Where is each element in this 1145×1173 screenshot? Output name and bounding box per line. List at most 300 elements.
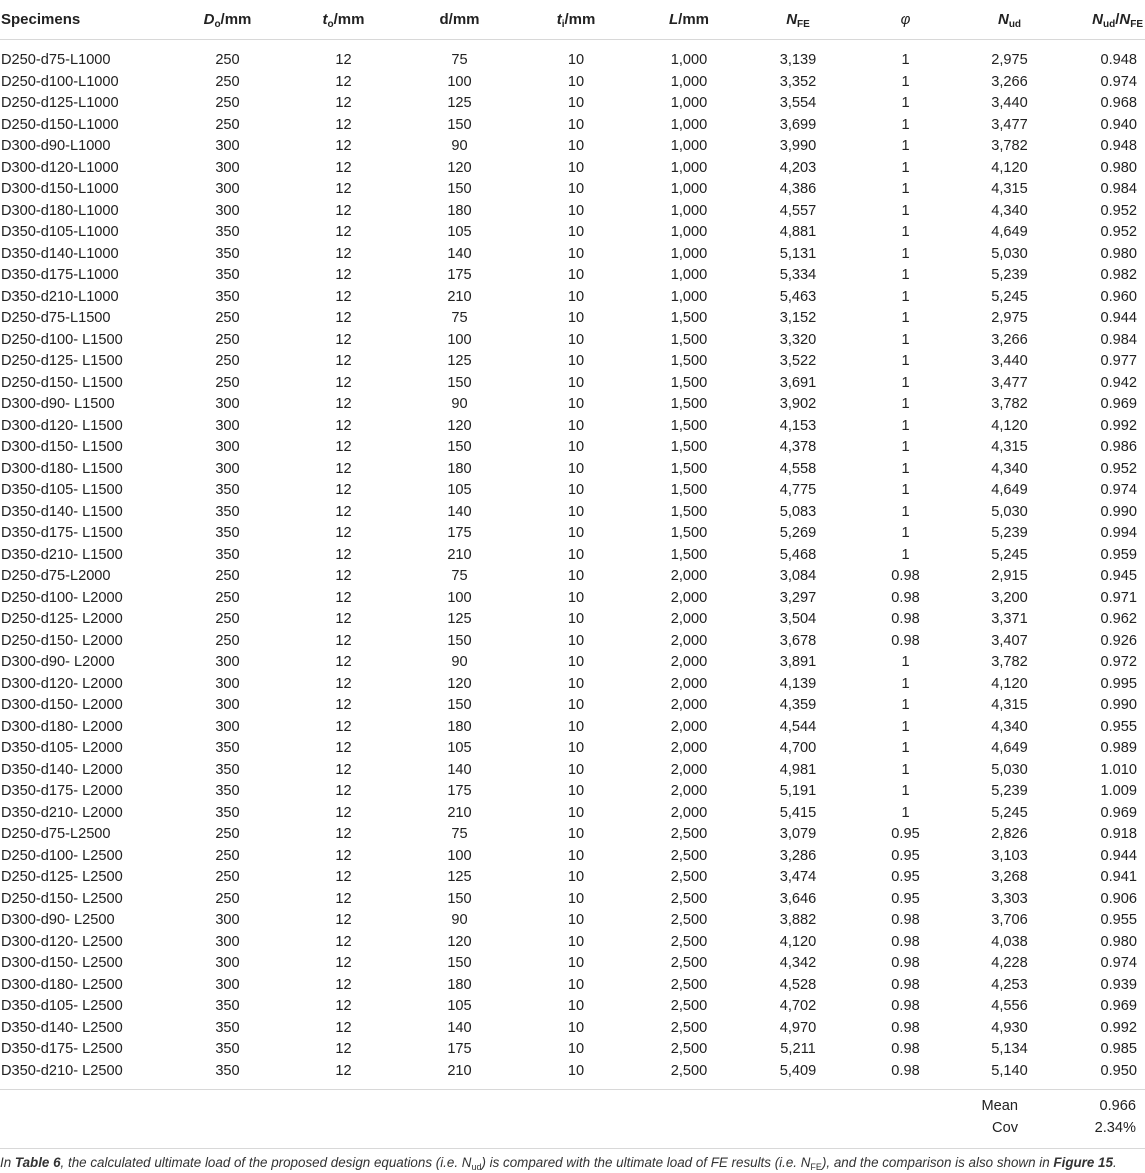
cell-ti: 10 bbox=[567, 159, 585, 176]
cell-specimen: D250-d100- L2000 bbox=[1, 589, 123, 606]
cell-specimen: D300-d150- L2500 bbox=[1, 955, 123, 971]
table-row bbox=[0, 179, 1145, 201]
cell-L: 1,500 bbox=[670, 310, 708, 326]
cell-Nud: 4,315 bbox=[991, 697, 1028, 713]
summary-section bbox=[0, 1089, 1145, 1090]
table-row bbox=[0, 910, 1145, 932]
table-row bbox=[0, 889, 1145, 911]
cell-phi: 1 bbox=[901, 718, 910, 735]
cell-ti: 10 bbox=[567, 761, 585, 778]
table-row bbox=[0, 738, 1145, 760]
cell-phi: 0.98 bbox=[891, 933, 920, 950]
cell-NFE: 3,152 bbox=[779, 310, 817, 326]
cell-Nud: 3,782 bbox=[991, 396, 1028, 412]
cell-d: 140 bbox=[447, 245, 472, 262]
cell-phi: 0.98 bbox=[891, 912, 920, 928]
cell-to: 12 bbox=[335, 439, 352, 455]
cell-Do: 350 bbox=[215, 525, 240, 541]
table-row bbox=[0, 330, 1145, 352]
cell-to: 12 bbox=[335, 654, 352, 670]
cell-ti: 10 bbox=[567, 869, 585, 885]
cell-d: 210 bbox=[447, 1062, 472, 1079]
cell-L: 2,000 bbox=[670, 740, 708, 756]
table-row bbox=[0, 781, 1145, 803]
cell-phi: 1 bbox=[901, 159, 910, 176]
cell-NFE: 4,386 bbox=[779, 181, 817, 197]
cell-Do: 250 bbox=[215, 568, 240, 584]
cell-to: 12 bbox=[335, 417, 352, 434]
cell-ratio: 0.944 bbox=[1100, 310, 1137, 326]
cell-specimen: D300-d120- L2500 bbox=[1, 933, 123, 950]
cell-d: 150 bbox=[447, 955, 472, 971]
header-specimens: Specimens bbox=[0, 0, 170, 40]
cell-d: 125 bbox=[447, 611, 472, 627]
table-ref-link[interactable]: Table 6 bbox=[14, 1155, 61, 1170]
cell-NFE: 3,891 bbox=[779, 654, 817, 670]
cell-specimen: D250-d100- L2500 bbox=[1, 847, 123, 864]
cell-ratio: 0.906 bbox=[1100, 890, 1137, 907]
cell-NFE: 3,286 bbox=[779, 847, 817, 864]
cell-L: 2,500 bbox=[670, 933, 708, 950]
cell-ti: 10 bbox=[567, 482, 585, 498]
cell-d: 75 bbox=[451, 52, 468, 68]
cell-specimen: D250-d125- L2000 bbox=[1, 611, 123, 627]
cell-NFE: 3,522 bbox=[779, 353, 817, 369]
cell-Nud: 4,315 bbox=[991, 181, 1028, 197]
cell-Nud: 3,782 bbox=[991, 138, 1028, 154]
cell-phi: 1 bbox=[901, 310, 910, 326]
cell-NFE: 4,153 bbox=[779, 417, 817, 434]
cell-L: 2,000 bbox=[670, 783, 708, 799]
cell-ti: 10 bbox=[567, 955, 585, 971]
cell-phi: 0.98 bbox=[891, 955, 920, 971]
cell-ti: 10 bbox=[567, 417, 585, 434]
cell-Do: 250 bbox=[215, 95, 240, 111]
cell-NFE: 3,691 bbox=[779, 374, 817, 391]
cell-d: 180 bbox=[447, 976, 472, 993]
cell-phi: 1 bbox=[901, 288, 910, 305]
cell-d: 90 bbox=[451, 654, 468, 670]
cell-to: 12 bbox=[335, 525, 352, 541]
cell-Do: 250 bbox=[215, 826, 240, 842]
cell-specimen: D350-d175- L2000 bbox=[1, 783, 123, 799]
cell-Do: 300 bbox=[215, 181, 240, 197]
cell-to: 12 bbox=[335, 675, 352, 692]
cell-L: 2,500 bbox=[670, 869, 708, 885]
table-row bbox=[0, 953, 1145, 975]
table-row bbox=[0, 502, 1145, 524]
cell-Do: 350 bbox=[215, 224, 240, 240]
cell-L: 1,500 bbox=[670, 525, 708, 541]
table-row bbox=[0, 1018, 1145, 1040]
cell-specimen: D350-d140- L2500 bbox=[1, 1019, 123, 1036]
cell-NFE: 3,352 bbox=[779, 73, 817, 90]
cell-phi: 1 bbox=[901, 546, 910, 563]
cell-NFE: 3,554 bbox=[779, 95, 817, 111]
cell-Nud: 2,975 bbox=[991, 310, 1028, 326]
cell-ratio: 0.948 bbox=[1100, 52, 1137, 68]
cell-d: 180 bbox=[447, 460, 472, 477]
cell-phi: 0.98 bbox=[891, 976, 920, 993]
cell-L: 1,500 bbox=[670, 353, 708, 369]
cell-L: 1,000 bbox=[670, 224, 708, 240]
cell-ratio: 0.982 bbox=[1100, 267, 1137, 283]
cell-Do: 300 bbox=[215, 202, 240, 219]
cell-L: 1,500 bbox=[670, 439, 708, 455]
cell-to: 12 bbox=[335, 804, 352, 821]
cell-L: 2,500 bbox=[670, 955, 708, 971]
cell-d: 140 bbox=[447, 503, 472, 520]
cell-Nud: 5,239 bbox=[991, 783, 1028, 799]
table-row bbox=[0, 72, 1145, 94]
cell-Nud: 5,030 bbox=[991, 503, 1028, 520]
cell-phi: 0.95 bbox=[891, 890, 920, 907]
cell-Do: 250 bbox=[215, 116, 240, 133]
cell-ratio: 0.977 bbox=[1100, 353, 1137, 369]
cell-Nud: 4,649 bbox=[991, 224, 1028, 240]
cell-L: 2,500 bbox=[670, 1019, 708, 1036]
cell-specimen: D300-d150- L2000 bbox=[1, 697, 123, 713]
cell-NFE: 4,544 bbox=[779, 718, 817, 735]
cell-ratio: 1.010 bbox=[1100, 761, 1137, 778]
cell-ti: 10 bbox=[567, 804, 585, 821]
cell-ratio: 0.972 bbox=[1100, 654, 1137, 670]
cell-specimen: D350-d210-L1000 bbox=[1, 288, 119, 305]
cell-d: 100 bbox=[447, 73, 472, 90]
table-row bbox=[0, 803, 1145, 825]
cell-to: 12 bbox=[335, 245, 352, 262]
cell-Nud: 3,407 bbox=[991, 632, 1028, 649]
cell-L: 1,000 bbox=[670, 116, 708, 133]
cell-specimen: D350-d105- L2000 bbox=[1, 740, 123, 756]
cell-d: 180 bbox=[447, 202, 472, 219]
cell-ratio: 0.969 bbox=[1100, 396, 1137, 412]
cell-NFE: 5,468 bbox=[779, 546, 817, 563]
cell-to: 12 bbox=[335, 482, 352, 498]
table-row bbox=[0, 652, 1145, 674]
cell-Nud: 5,134 bbox=[991, 1041, 1028, 1057]
cell-d: 100 bbox=[447, 847, 472, 864]
cell-ratio: 0.992 bbox=[1100, 417, 1137, 434]
cell-L: 1,000 bbox=[670, 202, 708, 219]
cell-NFE: 4,775 bbox=[779, 482, 817, 498]
table-row bbox=[0, 996, 1145, 1018]
header-ratio: $N_{ud}/N_{FE}$ bbox=[1061, 0, 1145, 40]
cov-label: Cov bbox=[992, 1120, 1018, 1136]
table-row bbox=[0, 265, 1145, 287]
cell-NFE: 4,139 bbox=[779, 675, 817, 692]
header-ti: $t_i/mm$ bbox=[517, 0, 635, 40]
table-body bbox=[0, 40, 1145, 1083]
cell-NFE: 4,700 bbox=[779, 740, 817, 756]
cell-ti: 10 bbox=[567, 525, 585, 541]
cell-L: 1,000 bbox=[670, 159, 708, 176]
cell-ti: 10 bbox=[567, 697, 585, 713]
cell-Do: 350 bbox=[215, 1062, 240, 1079]
cell-L: 1,000 bbox=[670, 181, 708, 197]
cell-d: 175 bbox=[447, 267, 472, 283]
cell-ratio: 0.952 bbox=[1100, 224, 1137, 240]
cell-to: 12 bbox=[335, 181, 352, 197]
cell-ti: 10 bbox=[567, 632, 585, 649]
cell-phi: 1 bbox=[901, 73, 910, 90]
cell-specimen: D300-d120- L1500 bbox=[1, 417, 123, 434]
cell-NFE: 3,678 bbox=[779, 632, 817, 649]
cell-specimen: D250-d150- L1500 bbox=[1, 374, 123, 391]
cell-d: 90 bbox=[451, 396, 468, 412]
table-row bbox=[0, 760, 1145, 782]
cell-ratio: 0.974 bbox=[1100, 73, 1137, 90]
cell-Nud: 3,477 bbox=[991, 374, 1028, 391]
cell-ti: 10 bbox=[567, 718, 585, 735]
table-row bbox=[0, 1039, 1145, 1061]
cell-d: 120 bbox=[447, 933, 472, 950]
cell-Do: 300 bbox=[215, 460, 240, 477]
cell-ti: 10 bbox=[567, 181, 585, 197]
cell-Do: 300 bbox=[215, 697, 240, 713]
table-row bbox=[0, 674, 1145, 696]
table-row bbox=[0, 588, 1145, 610]
cell-ratio: 0.984 bbox=[1100, 181, 1137, 197]
cell-NFE: 5,131 bbox=[779, 245, 817, 262]
cell-phi: 0.98 bbox=[891, 1019, 920, 1036]
cell-ratio: 0.984 bbox=[1100, 331, 1137, 348]
cell-ti: 10 bbox=[567, 95, 585, 111]
table-caption: In Table 6, the calculated ultimate load of the proposed design equations (i.e. $N_{ud}$) is compared with the ultimate load of FE results (i.e. $N_{FE}$), and the comparison is also shown in Figure 15. bbox=[0, 1148, 1145, 1170]
cell-specimen: D250-d75-L1500 bbox=[1, 310, 111, 326]
cell-ti: 10 bbox=[567, 546, 585, 563]
cell-ti: 10 bbox=[567, 933, 585, 950]
cell-ti: 10 bbox=[567, 654, 585, 670]
cell-to: 12 bbox=[335, 589, 352, 606]
cell-specimen: D300-d90- L2500 bbox=[1, 912, 115, 928]
cell-phi: 1 bbox=[901, 503, 910, 520]
cell-phi: 1 bbox=[901, 675, 910, 692]
cell-to: 12 bbox=[335, 740, 352, 756]
cell-ti: 10 bbox=[567, 374, 585, 391]
cell-phi: 1 bbox=[901, 374, 910, 391]
cell-specimen: D300-d180- L2500 bbox=[1, 976, 123, 993]
cell-d: 100 bbox=[447, 331, 472, 348]
cell-d: 140 bbox=[447, 761, 472, 778]
cell-L: 2,000 bbox=[670, 611, 708, 627]
cell-ti: 10 bbox=[567, 224, 585, 240]
cell-ratio: 0.940 bbox=[1100, 116, 1137, 133]
cell-ratio: 0.992 bbox=[1100, 1019, 1137, 1036]
cell-d: 150 bbox=[447, 890, 472, 907]
cell-L: 2,500 bbox=[670, 976, 708, 993]
cell-Do: 300 bbox=[215, 675, 240, 692]
cell-Nud: 5,030 bbox=[991, 761, 1028, 778]
cell-phi: 1 bbox=[901, 95, 910, 111]
cell-ti: 10 bbox=[567, 439, 585, 455]
cell-ratio: 0.968 bbox=[1100, 95, 1137, 111]
cell-to: 12 bbox=[335, 460, 352, 477]
cell-NFE: 4,557 bbox=[779, 202, 817, 219]
cell-to: 12 bbox=[335, 224, 352, 240]
cell-Nud: 5,245 bbox=[991, 804, 1028, 821]
cell-NFE: 4,203 bbox=[779, 159, 817, 176]
cell-specimen: D250-d75-L2000 bbox=[1, 568, 111, 584]
cell-Nud: 3,200 bbox=[991, 589, 1028, 606]
cell-to: 12 bbox=[335, 288, 352, 305]
cell-phi: 0.98 bbox=[891, 1062, 920, 1079]
table-row bbox=[0, 40, 1145, 72]
cell-Nud: 5,245 bbox=[991, 288, 1028, 305]
table-row bbox=[0, 158, 1145, 180]
cell-ti: 10 bbox=[567, 202, 585, 219]
figure-ref-link[interactable]: Figure 15 bbox=[1053, 1155, 1113, 1170]
cell-ti: 10 bbox=[567, 396, 585, 412]
table-row bbox=[0, 566, 1145, 588]
cell-specimen: D250-d75-L2500 bbox=[1, 826, 111, 842]
cell-NFE: 5,269 bbox=[779, 525, 817, 541]
cell-ratio: 0.969 bbox=[1100, 998, 1137, 1014]
cell-d: 150 bbox=[447, 374, 472, 391]
cell-ti: 10 bbox=[567, 589, 585, 606]
cell-ratio: 0.926 bbox=[1100, 632, 1137, 649]
cell-Nud: 4,228 bbox=[991, 955, 1028, 971]
cell-d: 75 bbox=[451, 568, 468, 584]
cell-ratio: 0.960 bbox=[1100, 288, 1137, 305]
cell-specimen: D350-d175- L1500 bbox=[1, 525, 123, 541]
cell-phi: 0.98 bbox=[891, 589, 920, 606]
table-row bbox=[0, 416, 1145, 438]
cell-NFE: 4,120 bbox=[779, 933, 817, 950]
cell-NFE: 5,211 bbox=[780, 1041, 816, 1057]
cell-ratio: 0.990 bbox=[1100, 503, 1137, 520]
cell-phi: 0.98 bbox=[891, 611, 920, 627]
cell-ratio: 0.971 bbox=[1100, 589, 1137, 606]
table-row bbox=[0, 93, 1145, 115]
cell-to: 12 bbox=[335, 1041, 352, 1057]
table-row bbox=[0, 308, 1145, 330]
cell-to: 12 bbox=[335, 138, 352, 154]
cell-d: 150 bbox=[447, 116, 472, 133]
cell-to: 12 bbox=[335, 847, 352, 864]
cell-Nud: 4,340 bbox=[991, 718, 1028, 735]
cell-Do: 300 bbox=[215, 417, 240, 434]
cell-Do: 350 bbox=[215, 482, 240, 498]
header-Do: $D_o/mm$ bbox=[170, 0, 285, 40]
cell-phi: 1 bbox=[901, 52, 910, 68]
cell-specimen: D350-d140-L1000 bbox=[1, 245, 119, 262]
cell-phi: 1 bbox=[901, 181, 910, 197]
cell-NFE: 5,463 bbox=[779, 288, 817, 305]
cell-d: 120 bbox=[447, 417, 472, 434]
cell-to: 12 bbox=[335, 611, 352, 627]
cell-specimen: D250-d125- L2500 bbox=[1, 869, 123, 885]
cell-phi: 0.98 bbox=[891, 1041, 920, 1057]
cell-specimen: D300-d180- L2000 bbox=[1, 718, 123, 735]
cell-ti: 10 bbox=[567, 460, 585, 477]
cell-Nud: 4,315 bbox=[991, 439, 1028, 455]
cell-phi: 1 bbox=[901, 482, 910, 498]
cell-specimen: D300-d90- L1500 bbox=[1, 396, 115, 412]
cell-phi: 0.98 bbox=[891, 568, 920, 584]
cell-L: 1,500 bbox=[670, 417, 708, 434]
cell-to: 12 bbox=[335, 568, 352, 584]
cell-ratio: 0.941 bbox=[1100, 869, 1137, 885]
cell-L: 1,000 bbox=[670, 245, 708, 262]
cell-d: 120 bbox=[447, 675, 472, 692]
cell-Nud: 3,706 bbox=[991, 912, 1028, 928]
cell-NFE: 3,139 bbox=[779, 52, 817, 68]
cell-Nud: 3,103 bbox=[991, 847, 1028, 864]
cell-to: 12 bbox=[335, 52, 352, 68]
cell-Do: 250 bbox=[215, 589, 240, 606]
header-d: d/mm bbox=[402, 0, 517, 40]
cell-ratio: 0.959 bbox=[1100, 546, 1137, 563]
cell-d: 105 bbox=[447, 482, 472, 498]
cell-ti: 10 bbox=[567, 976, 585, 993]
cell-Do: 350 bbox=[215, 546, 240, 563]
cell-NFE: 3,646 bbox=[779, 890, 817, 907]
cell-d: 150 bbox=[447, 439, 472, 455]
table-row bbox=[0, 394, 1145, 416]
cell-Do: 350 bbox=[215, 804, 240, 821]
cell-NFE: 5,409 bbox=[779, 1062, 817, 1079]
cell-specimen: D250-d125- L1500 bbox=[1, 353, 123, 369]
cell-ratio: 0.980 bbox=[1100, 933, 1137, 950]
cell-phi: 1 bbox=[901, 697, 910, 713]
cell-phi: 1 bbox=[901, 331, 910, 348]
cell-ti: 10 bbox=[567, 890, 585, 907]
cell-Nud: 4,556 bbox=[991, 998, 1028, 1014]
table-row bbox=[0, 373, 1145, 395]
cell-d: 105 bbox=[447, 998, 472, 1014]
cell-ratio: 0.990 bbox=[1100, 697, 1137, 713]
cell-d: 75 bbox=[451, 826, 468, 842]
cell-NFE: 5,191 bbox=[779, 783, 817, 799]
cell-phi: 1 bbox=[901, 761, 910, 778]
cell-specimen: D250-d150- L2500 bbox=[1, 890, 123, 907]
cell-d: 90 bbox=[451, 138, 468, 154]
cell-Do: 350 bbox=[215, 998, 240, 1014]
cell-specimen: D300-d120- L2000 bbox=[1, 675, 123, 692]
cell-ratio: 0.969 bbox=[1100, 804, 1137, 821]
cell-phi: 1 bbox=[901, 116, 910, 133]
cell-Do: 300 bbox=[215, 439, 240, 455]
cell-Nud: 5,245 bbox=[991, 546, 1028, 563]
cell-Do: 300 bbox=[215, 976, 240, 993]
cell-ti: 10 bbox=[567, 288, 585, 305]
cell-phi: 1 bbox=[901, 202, 910, 219]
cell-L: 2,000 bbox=[670, 697, 708, 713]
cell-Nud: 4,649 bbox=[991, 740, 1028, 756]
cell-ti: 10 bbox=[567, 611, 585, 627]
cell-d: 210 bbox=[447, 546, 472, 563]
cell-specimen: D350-d175- L2500 bbox=[1, 1041, 123, 1057]
cell-ti: 10 bbox=[567, 847, 585, 864]
cell-to: 12 bbox=[335, 933, 352, 950]
cell-Do: 300 bbox=[215, 159, 240, 176]
cell-Nud: 4,253 bbox=[991, 976, 1028, 993]
cell-Do: 350 bbox=[215, 761, 240, 778]
cell-ratio: 0.955 bbox=[1100, 912, 1137, 928]
cell-to: 12 bbox=[335, 890, 352, 907]
table-row bbox=[0, 824, 1145, 846]
table-row bbox=[0, 222, 1145, 244]
cell-Do: 350 bbox=[215, 288, 240, 305]
cell-to: 12 bbox=[335, 95, 352, 111]
table-row bbox=[0, 975, 1145, 997]
cell-Nud: 4,038 bbox=[991, 933, 1028, 950]
cell-ti: 10 bbox=[567, 740, 585, 756]
table-row bbox=[0, 695, 1145, 717]
cell-NFE: 4,359 bbox=[779, 697, 817, 713]
cell-ti: 10 bbox=[567, 568, 585, 584]
